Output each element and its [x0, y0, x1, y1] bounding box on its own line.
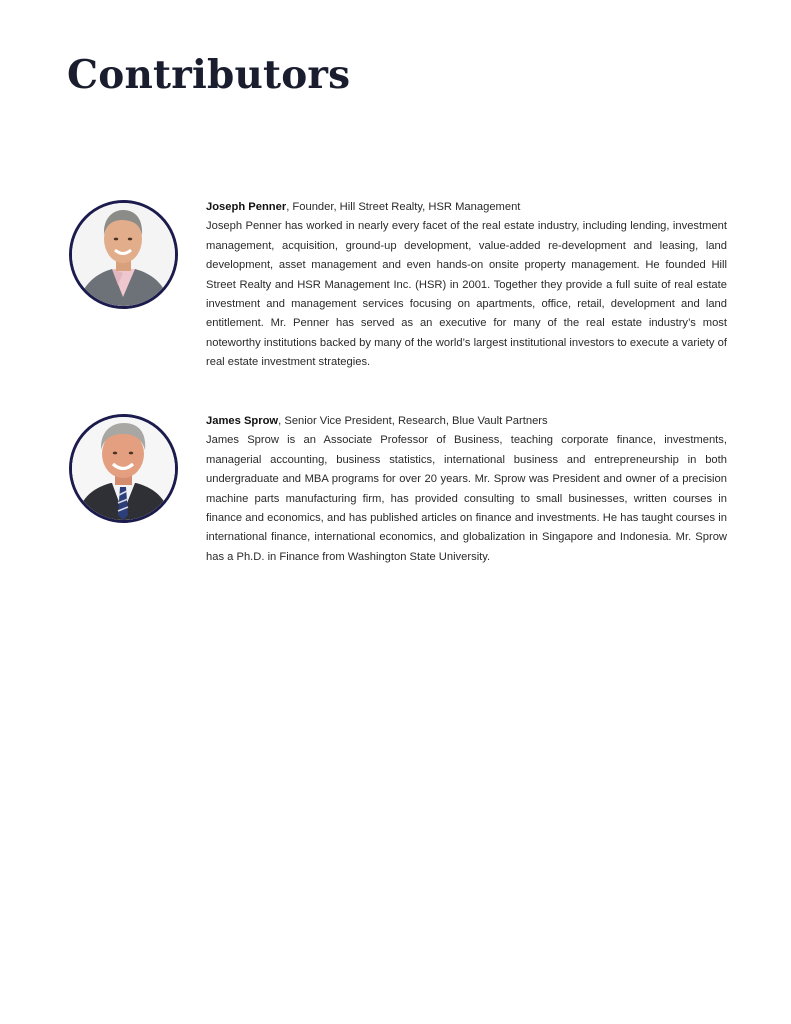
contributor-role: , Senior Vice President, Research, Blue Vault Partners: [278, 415, 548, 427]
avatar: [69, 414, 178, 523]
contributor-name: James Sprow: [206, 415, 279, 427]
contributor-bio: Joseph Penner has worked in nearly every facet of the real estate industry, including lending, investment management, acquisition, ground-up development, value-added re-development and leasing, land development, asset management and even hands-on onsite property management. He founded Hill Street Realty and HSR Management Inc. (HSR) in 2001. Together they provide a full suite of real estate investment and management services focusing on apartments, office, retail, development and land entitlement. Mr. Penner has served as an executive for many of the real estate industry’s most noteworthy institutions backed by many of the world’s largest institutional investors to execute a variety of real estate investment strategies.: [206, 220, 727, 369]
contributor-role: , Founder, Hill Street Realty, HSR Management: [286, 201, 521, 213]
contributor-name: Joseph Penner: [206, 201, 287, 213]
portrait-photo-icon: [72, 203, 175, 306]
bio-heading: [206, 198, 727, 217]
portrait-photo-icon: [72, 417, 175, 520]
page-title: Contributors: [67, 52, 351, 98]
contributor-bio: James Sprow is an Associate Professor of Business, teaching corporate finance, investments, managerial accounting, business statistics, international business and entrepreneurship in both undergraduate and MBA programs for over 20 years. Mr. Sprow was President and owner of a precision machine parts manufacturing firm, has provided consulting to small businesses, written courses in finance and economics, and has published articles on finance and investments. He has taught courses in international finance, international economics, and globalization in Singapore and Indonesia. Mr. Sprow has a Ph.D. in Finance from Washington State University.: [206, 434, 727, 563]
bio-block: [206, 412, 727, 567]
avatar: [69, 200, 178, 309]
bio-heading: [206, 412, 727, 431]
bio-block: [206, 198, 727, 373]
